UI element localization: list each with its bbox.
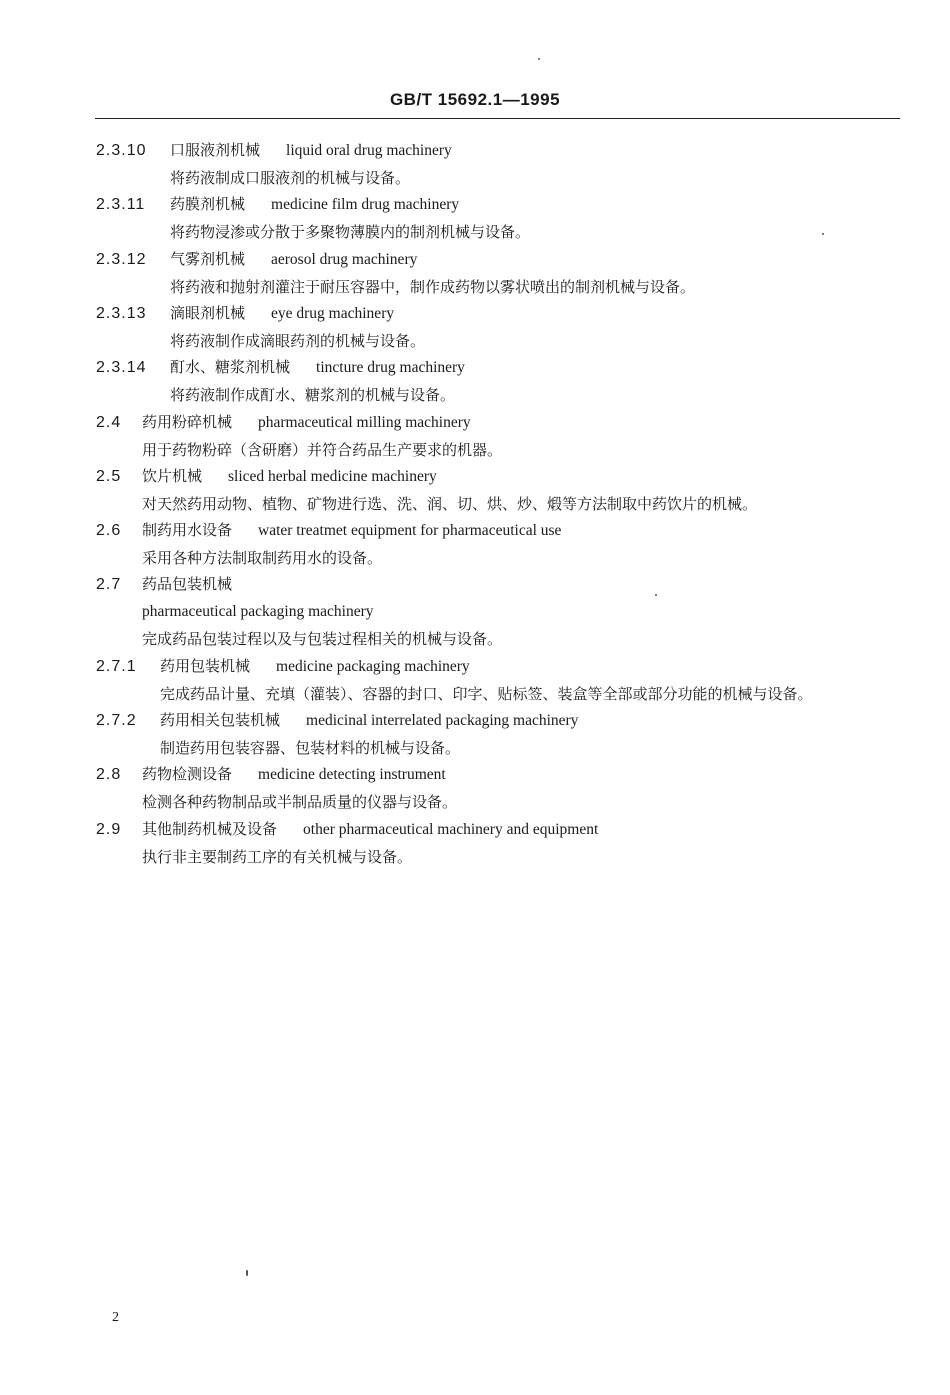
term-english: aerosol drug machinery	[271, 251, 418, 268]
term-line	[142, 466, 437, 487]
term-chinese: 药品包装机械	[142, 575, 233, 593]
term-line	[142, 764, 446, 785]
header-rule	[95, 118, 900, 119]
term-description: 完成药品计量、充填（灌装）、容器的封口、印字、贴标签、装盒等全部或部分功能的机械与设备。	[160, 685, 813, 703]
term-line	[170, 249, 417, 270]
term-english: medicine film drug machinery	[271, 196, 460, 213]
entry-number: 2.3.11	[96, 196, 146, 213]
term-description: 将药液制作成酊水、糖浆剂的机械与设备。	[170, 386, 456, 404]
entry-number: 2.7.1	[96, 658, 137, 675]
term-chinese: 气雾剂机械	[170, 250, 246, 268]
term-english: pharmaceutical packaging machinery	[142, 603, 374, 620]
term-english: eye drug machinery	[271, 305, 395, 322]
term-description: 将药液制作成滴眼药剂的机械与设备。	[170, 332, 426, 350]
term-description: 检测各种药物制品或半制品质量的仪器与设备。	[142, 793, 458, 811]
term-line	[142, 412, 471, 433]
term-description: 采用各种方法制取制药用水的设备。	[142, 549, 383, 567]
term-chinese: 酊水、糖浆剂机械	[170, 358, 291, 376]
entry-number: 2.7.2	[96, 712, 137, 729]
standard-code-header: GB/T 15692.1—1995	[389, 90, 561, 109]
term-english: sliced herbal medicine machinery	[228, 468, 437, 485]
entry-number: 2.3.14	[96, 359, 147, 376]
entry-number: 2.5	[96, 468, 122, 485]
term-chinese: 药用相关包装机械	[160, 711, 281, 729]
term-chinese: 药用包装机械	[160, 657, 251, 675]
term-english: liquid oral drug machinery	[286, 142, 452, 159]
entry-number: 2.9	[96, 821, 122, 838]
term-chinese: 药用粉碎机械	[142, 413, 233, 431]
entry-number: 2.3.10	[96, 142, 147, 159]
term-english: tincture drug machinery	[316, 359, 465, 376]
term-chinese: 口服液剂机械	[170, 141, 261, 159]
term-chinese: 其他制药机械及设备	[142, 820, 278, 838]
term-description: 执行非主要制药工序的有关机械与设备。	[142, 848, 413, 866]
entry-number: 2.4	[96, 414, 122, 431]
term-line	[170, 194, 459, 215]
entry-number: 2.7	[96, 576, 122, 593]
term-description: 将药液和抛射剂灌注于耐压容器中，制作成药物以雾状喷出的制剂机械与设备。	[170, 278, 696, 296]
term-chinese: 滴眼剂机械	[170, 304, 246, 322]
entry-number: 2.6	[96, 522, 122, 539]
scan-speck	[655, 594, 657, 596]
scan-speck	[822, 233, 824, 235]
term-line	[160, 710, 578, 731]
term-english: water treatmet equipment for pharmaceutical use	[258, 522, 562, 539]
term-line	[142, 819, 598, 840]
term-description: 将药液制成口服液剂的机械与设备。	[170, 169, 411, 187]
term-description: 对天然药用动物、植物、矿物进行选、洗、润、切、烘、炒、煅等方法制取中药饮片的机械。	[142, 495, 758, 513]
term-line	[170, 357, 465, 378]
term-description: 制造药用包装容器、包装材料的机械与设备。	[160, 739, 461, 757]
term-chinese: 制药用水设备	[142, 521, 233, 539]
term-description: 完成药品包装过程以及与包装过程相关的机械与设备。	[142, 630, 503, 648]
term-english: medicine detecting instrument	[258, 766, 446, 783]
term-english: pharmaceutical milling machinery	[258, 414, 471, 431]
scan-speck	[538, 58, 540, 60]
term-english: medicine packaging machinery	[276, 658, 470, 675]
entry-number: 2.3.13	[96, 305, 147, 322]
term-line	[170, 140, 452, 161]
entry-number: 2.3.12	[96, 251, 147, 268]
page-number: 2	[112, 1310, 119, 1325]
term-description: 将药物浸渗或分散于多聚物薄膜内的制剂机械与设备。	[170, 223, 531, 241]
entry-number: 2.8	[96, 766, 122, 783]
term-chinese: 药物检测设备	[142, 765, 233, 783]
term-line	[142, 520, 561, 541]
term-line	[142, 574, 258, 594]
term-line	[160, 656, 470, 677]
term-chinese: 饮片机械	[142, 467, 203, 485]
term-line	[170, 303, 394, 324]
term-chinese: 药膜剂机械	[170, 195, 246, 213]
term-description: 用于药物粉碎（含研磨）并符合药品生产要求的机器。	[142, 441, 503, 459]
term-english: other pharmaceutical machinery and equipment	[303, 821, 599, 838]
term-english: medicinal interrelated packaging machinery	[306, 712, 579, 729]
scan-speck	[246, 1270, 248, 1276]
